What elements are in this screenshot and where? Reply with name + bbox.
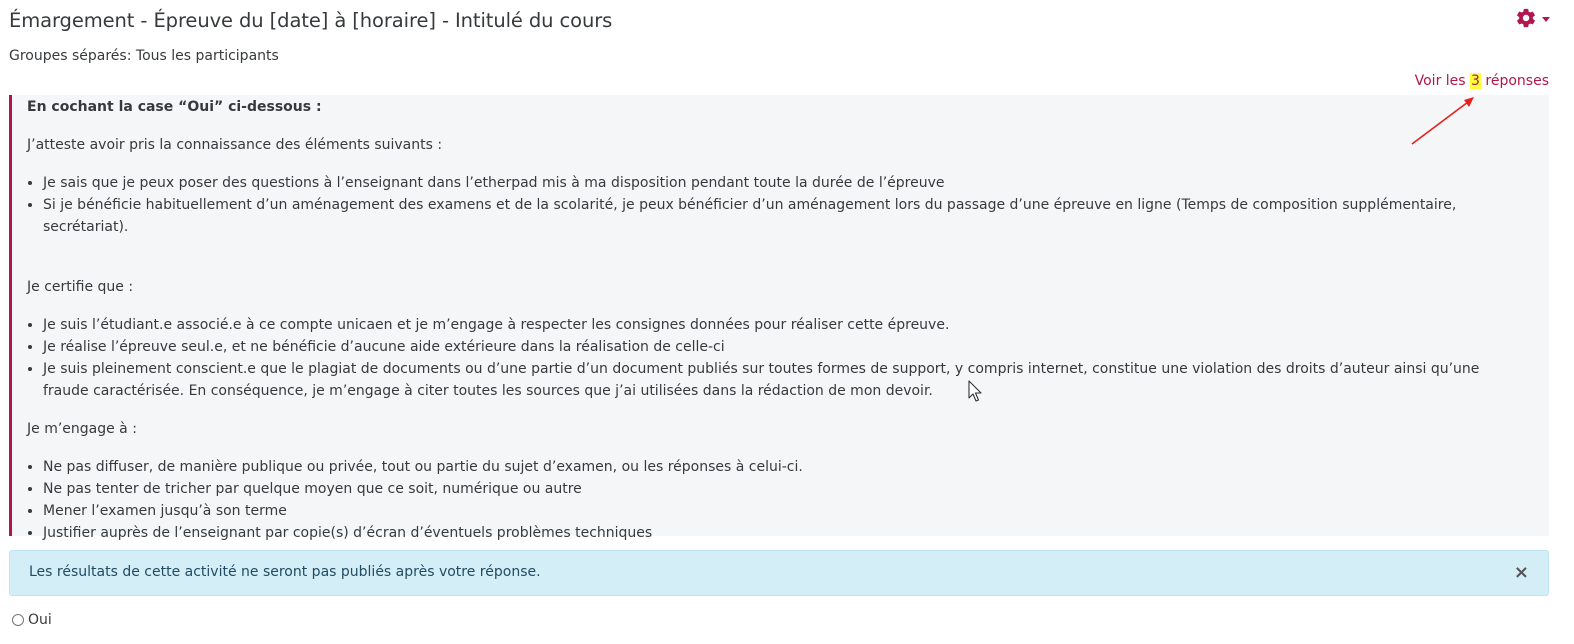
engage-list [27,456,1549,544]
mouse-cursor-icon [968,380,984,404]
settings-menu[interactable] [1515,6,1555,30]
gear-icon[interactable] [1515,7,1537,29]
list-item: • Je suis pleinement conscient.e que le plagiat de documents ou d’une partie d’un document publiés sur toutes formes de support, y compris internet, constitue une violation des droits d’auteur ainsi qu’une fraude caractérisée. En conséquence, je m’engage à citer toutes les sources que j’ai utilisées dans la rédaction de mon devoir. [43,358,1549,402]
list-item: • Je sais que je peux poser des questions à l’enseignant dans l’etherpad mis à ma disposition pendant toute la durée de l’épreuve [43,172,1549,194]
list-item: • Je réalise l’épreuve seul.e, et ne bénéficie d’aucune aide extérieure dans la réalisation de celle-ci [43,336,1549,358]
certify-list [27,314,1549,402]
list-item: • Ne pas tenter de tricher par quelque moyen que ce soit, numérique ou autre [43,478,1549,500]
intro-heading: En cochant la case “Oui” ci-dessous : [27,99,322,115]
chevron-down-icon[interactable] [1542,17,1550,22]
view-responses-link[interactable] [1415,73,1549,89]
spacer [27,238,1549,260]
responses-suffix: réponses [1480,73,1549,89]
choice-option-oui[interactable] [12,612,52,628]
responses-count: 3 [1471,73,1480,89]
groups-selector [9,48,279,64]
list-item: • Justifier auprès de l’enseignant par copie(s) d’écran d’éventuels problèmes techniques [43,522,1549,544]
engage-lead: Je m’engage à : [27,421,137,437]
list-item: • Si je bénéficie habituellement d’un aménagement des examens et de la scolarité, je peux bénéficier d’un aménagement lors du passage d’une épreuve en ligne (Temps de composition supplémentaire, secrétariat). [43,194,1549,238]
attest-list [27,172,1549,238]
intro-box [9,95,1549,541]
groups-value[interactable]: Tous les participants [135,48,279,64]
list-item: • Je suis l’étudiant.e associé.e à ce compte unicaen et je m’engage à respecter les consignes données pour réaliser cette épreuve. [43,314,1549,336]
choice-label: Oui [28,612,52,628]
close-icon[interactable]: × [1513,562,1529,583]
attest-lead: J’atteste avoir pris la connaissance des éléments suivants : [27,137,443,153]
groups-label: Groupes séparés: [9,48,132,64]
info-alert [9,550,1549,596]
page-title: Émargement - Épreuve du [date] à [horaire] - Intitulé du cours [9,9,613,32]
list-item: • Mener l’examen jusqu’à son terme [43,500,1549,522]
list-item: • Ne pas diffuser, de manière publique ou privée, tout ou partie du sujet d’examen, ou les réponses à celui-ci. [43,456,1549,478]
annotation-arrow-icon [1408,94,1488,148]
certify-lead: Je certifie que : [27,279,134,295]
oui-radio[interactable] [12,614,24,626]
responses-prefix: Voir les [1414,73,1471,89]
alert-message: Les résultats de cette activité ne seront pas publiés après votre réponse. [29,564,541,580]
